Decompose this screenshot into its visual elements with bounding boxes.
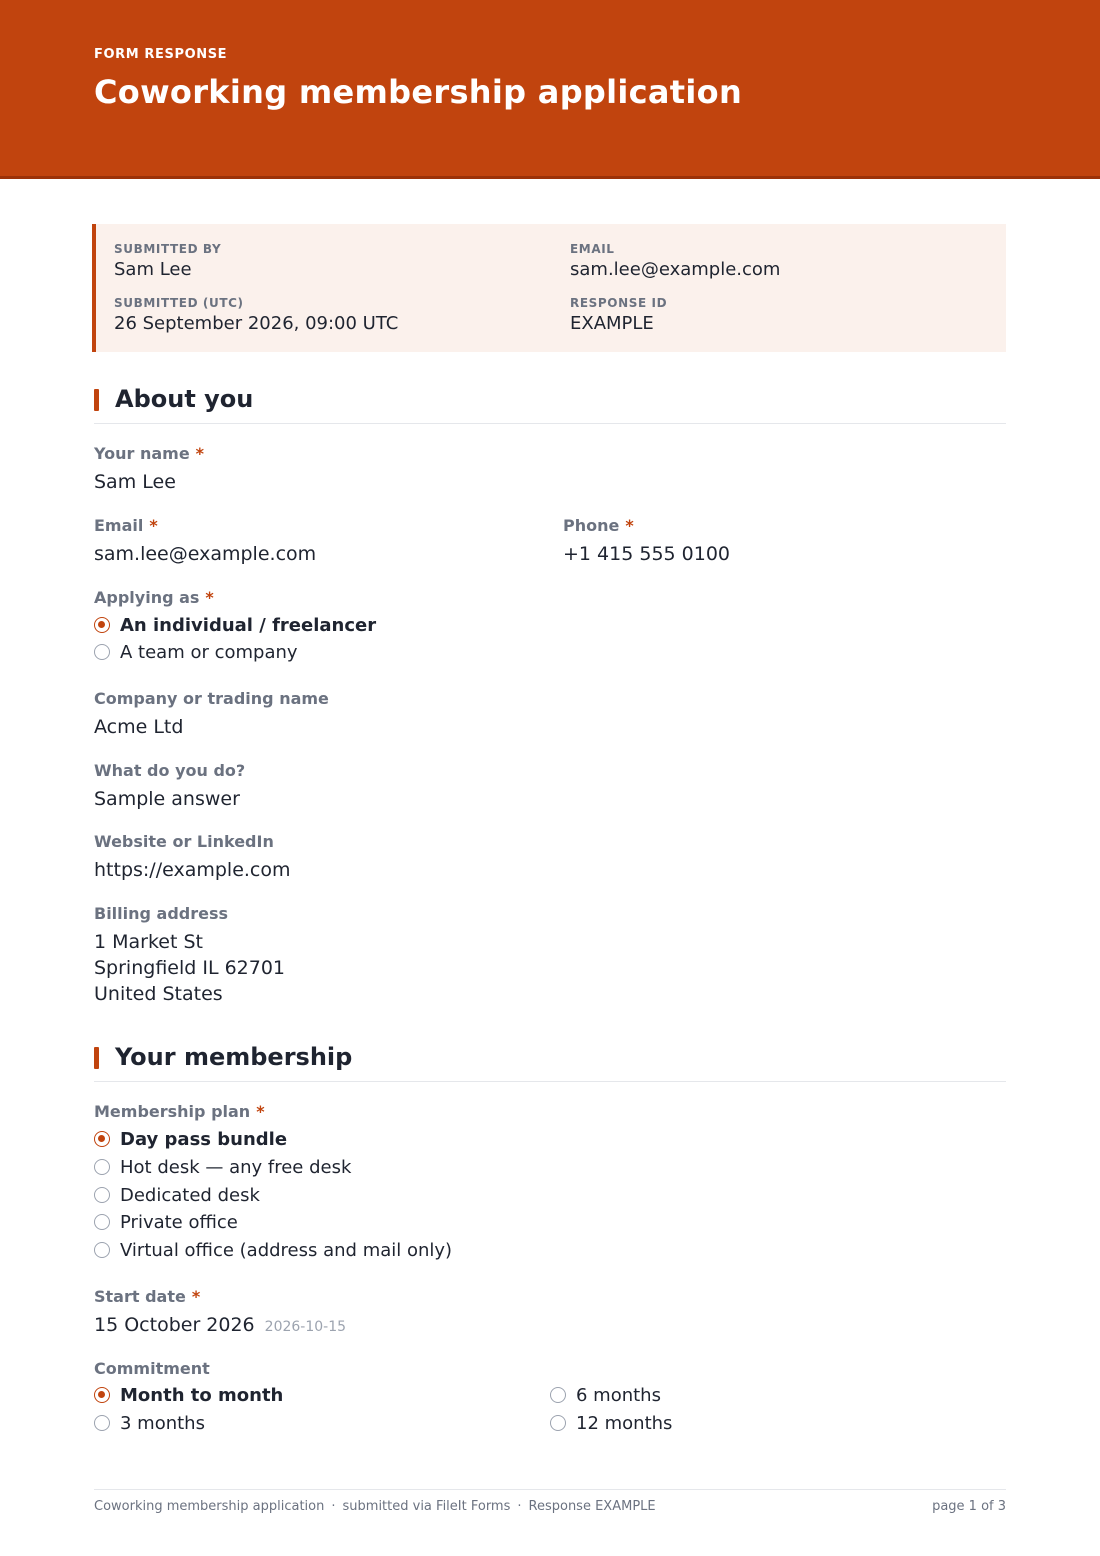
required-marker: *	[149, 516, 158, 535]
radio-empty-icon	[550, 1387, 566, 1403]
field-website	[94, 832, 291, 883]
radio-empty-icon	[94, 644, 110, 660]
required-marker: *	[205, 588, 214, 607]
page-title: Coworking membership application	[94, 73, 743, 111]
radio-selected-icon	[94, 617, 110, 633]
radio-empty-icon	[94, 1187, 110, 1203]
radio-empty-icon	[94, 1415, 110, 1431]
field-label: Your name *	[94, 444, 205, 463]
radio-selected-icon	[94, 1131, 110, 1147]
radio-option-individual: An individual / freelancer	[94, 614, 376, 636]
page-footer	[94, 1489, 1006, 1514]
required-marker: *	[625, 516, 634, 535]
meta-email-label: EMAIL	[570, 242, 615, 256]
radio-option-team: A team or company	[94, 641, 298, 663]
meta-submitted-by-value: Sam Lee	[114, 259, 192, 280]
field-label: Phone *	[563, 516, 634, 535]
field-label: Billing address	[94, 904, 229, 923]
address-line: 1 Market St	[94, 931, 203, 953]
meta-submitted-utc-value: 26 September 2026, 09:00 UTC	[114, 313, 399, 334]
meta-email	[570, 242, 780, 280]
meta-response-id-value: EXAMPLE	[570, 313, 654, 334]
radio-option-private-office: Private office	[94, 1211, 238, 1233]
field-label: Membership plan *	[94, 1102, 265, 1121]
field-applying-as	[94, 588, 214, 607]
meta-submitted-by	[114, 242, 221, 280]
radio-option-dedicated-desk: Dedicated desk	[94, 1184, 260, 1206]
meta-response-id-label: RESPONSE ID	[570, 296, 668, 310]
field-phone	[563, 516, 730, 567]
radio-empty-icon	[94, 1159, 110, 1175]
section-heading: About you	[115, 385, 254, 413]
required-marker: *	[256, 1102, 265, 1121]
field-what-do-you-do	[94, 761, 245, 812]
section-accent-bar	[94, 389, 99, 411]
field-value: https://example.com	[94, 859, 291, 881]
radio-option-hot-desk: Hot desk — any free desk	[94, 1156, 351, 1178]
radio-option-12-months: 12 months	[550, 1412, 672, 1434]
field-label: Commitment	[94, 1359, 210, 1378]
radio-empty-icon	[550, 1415, 566, 1431]
field-commitment	[94, 1359, 210, 1378]
radio-option-month-to-month: Month to month	[94, 1384, 283, 1406]
radio-option-day-pass: Day pass bundle	[94, 1128, 287, 1150]
section-about-you	[94, 385, 1006, 424]
meta-submitted-by-label: SUBMITTED BY	[114, 242, 222, 256]
section-your-membership	[94, 1043, 1006, 1082]
field-label: Applying as *	[94, 588, 214, 607]
iso-date-hint: 2026-10-15	[264, 1319, 347, 1335]
radio-option-3-months: 3 months	[94, 1412, 205, 1434]
section-accent-bar	[94, 1047, 99, 1069]
field-value: Acme Ltd	[94, 716, 184, 738]
field-start-date	[94, 1287, 346, 1340]
section-heading: Your membership	[115, 1043, 353, 1071]
header-kicker: FORM RESPONSE	[94, 47, 228, 62]
radio-option-6-months: 6 months	[550, 1384, 661, 1406]
field-value: 15 October 2026 2026-10-15	[94, 1314, 347, 1336]
page-header	[0, 0, 1100, 179]
field-label: What do you do?	[94, 761, 246, 780]
field-value: Sample answer	[94, 788, 240, 810]
field-label: Email *	[94, 516, 158, 535]
submission-meta	[92, 224, 1006, 352]
field-email	[94, 516, 316, 567]
field-label: Start date *	[94, 1287, 201, 1306]
field-value: +1 415 555 0100	[563, 543, 731, 565]
field-label: Website or LinkedIn	[94, 832, 274, 851]
field-value: sam.lee@example.com	[94, 543, 317, 565]
meta-submitted-utc-label: SUBMITTED (UTC)	[114, 296, 244, 310]
field-company	[94, 689, 329, 740]
footer-info: Coworking membership application · submitted via FileIt Forms · Response EXAMPLE	[94, 1499, 656, 1514]
meta-response-id	[570, 296, 667, 334]
address-line: United States	[94, 983, 223, 1005]
field-membership-plan	[94, 1102, 265, 1121]
field-billing-address	[94, 904, 285, 1007]
field-value: Sam Lee	[94, 471, 176, 493]
radio-empty-icon	[94, 1242, 110, 1258]
meta-submitted-utc	[114, 296, 398, 334]
meta-email-value: sam.lee@example.com	[570, 259, 781, 280]
radio-empty-icon	[94, 1214, 110, 1230]
required-marker: *	[191, 1287, 201, 1306]
field-your-name	[94, 444, 204, 495]
radio-selected-icon	[94, 1387, 110, 1403]
required-marker: *	[195, 444, 205, 463]
field-label: Company or trading name	[94, 689, 329, 708]
address-line: Springfield IL 62701	[94, 957, 286, 979]
radio-option-virtual-office: Virtual office (address and mail only)	[94, 1239, 452, 1261]
page-number: page 1 of 3	[932, 1499, 1006, 1514]
field-value	[94, 929, 285, 1007]
